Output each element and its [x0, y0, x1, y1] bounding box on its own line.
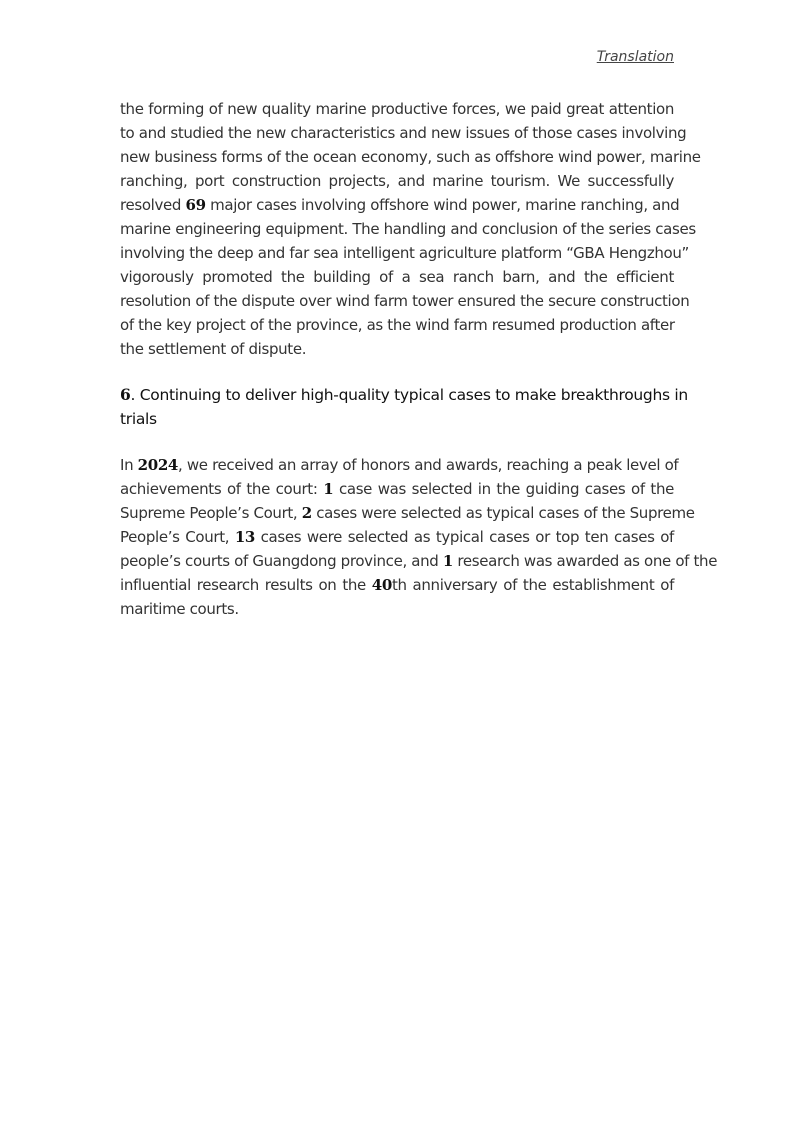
text-line: In 2024, we received an array of honors and awards, reaching a peak level of: [120, 456, 679, 474]
numeral: 69: [185, 196, 206, 214]
text-line: achievements of the court: 1 case was selected in the guiding cases of the: [120, 480, 674, 498]
heading-line: 6. Continuing to deliver high-quality typical cases to make breakthroughs in: [120, 385, 688, 404]
numeral: 2024: [137, 456, 179, 474]
text-line: influential research results on the 40th anniversary of the establishment of: [120, 576, 674, 594]
text-line: resolved 69 major cases involving offshore wind power, marine ranching, and: [120, 196, 680, 214]
numeral: 2: [301, 504, 312, 522]
header-translation-label: Translation: [596, 49, 674, 65]
text-line: resolution of the dispute over wind farm tower ensured the secure construction: [120, 292, 690, 310]
paragraph-offshore-cases: [120, 97, 701, 361]
text-line: to and studied the new characteristics and new issues of those cases involving: [120, 124, 687, 142]
numeral: 1: [442, 552, 453, 570]
numeral: 1: [323, 480, 334, 498]
numeral: 6: [120, 385, 131, 404]
heading-line: trials: [120, 410, 157, 428]
text-line: vigorously promoted the building of a sea ranch barn, and the efficient: [120, 268, 674, 286]
text-line: Supreme People’s Court, 2 cases were selected as typical cases of the Supreme: [120, 504, 695, 522]
text-line: People’s Court, 13 cases were selected as typical cases or top ten cases of: [120, 528, 674, 546]
numeral: 40: [371, 576, 392, 594]
text-line: involving the deep and far sea intelligent agriculture platform “GBA Hengzhou”: [120, 244, 689, 262]
document-body: [120, 97, 718, 621]
text-line: new business forms of the ocean economy, such as offshore wind power, marine: [120, 148, 701, 166]
text-line: the forming of new quality marine productive forces, we paid great attention: [120, 100, 674, 118]
text-line: of the key project of the province, as the wind farm resumed production after: [120, 316, 675, 334]
text-line: ranching, port construction projects, and marine tourism. We successfully: [120, 172, 674, 190]
section-6-heading: [120, 383, 688, 431]
text-line: maritime courts.: [120, 600, 239, 618]
numeral: 13: [234, 528, 255, 546]
paragraph-honors: [120, 453, 718, 621]
text-line: marine engineering equipment. The handling and conclusion of the series cases: [120, 220, 696, 238]
text-line: people’s courts of Guangdong province, and 1 research was awarded as one of the: [120, 552, 718, 570]
text-line: the settlement of dispute.: [120, 340, 307, 358]
